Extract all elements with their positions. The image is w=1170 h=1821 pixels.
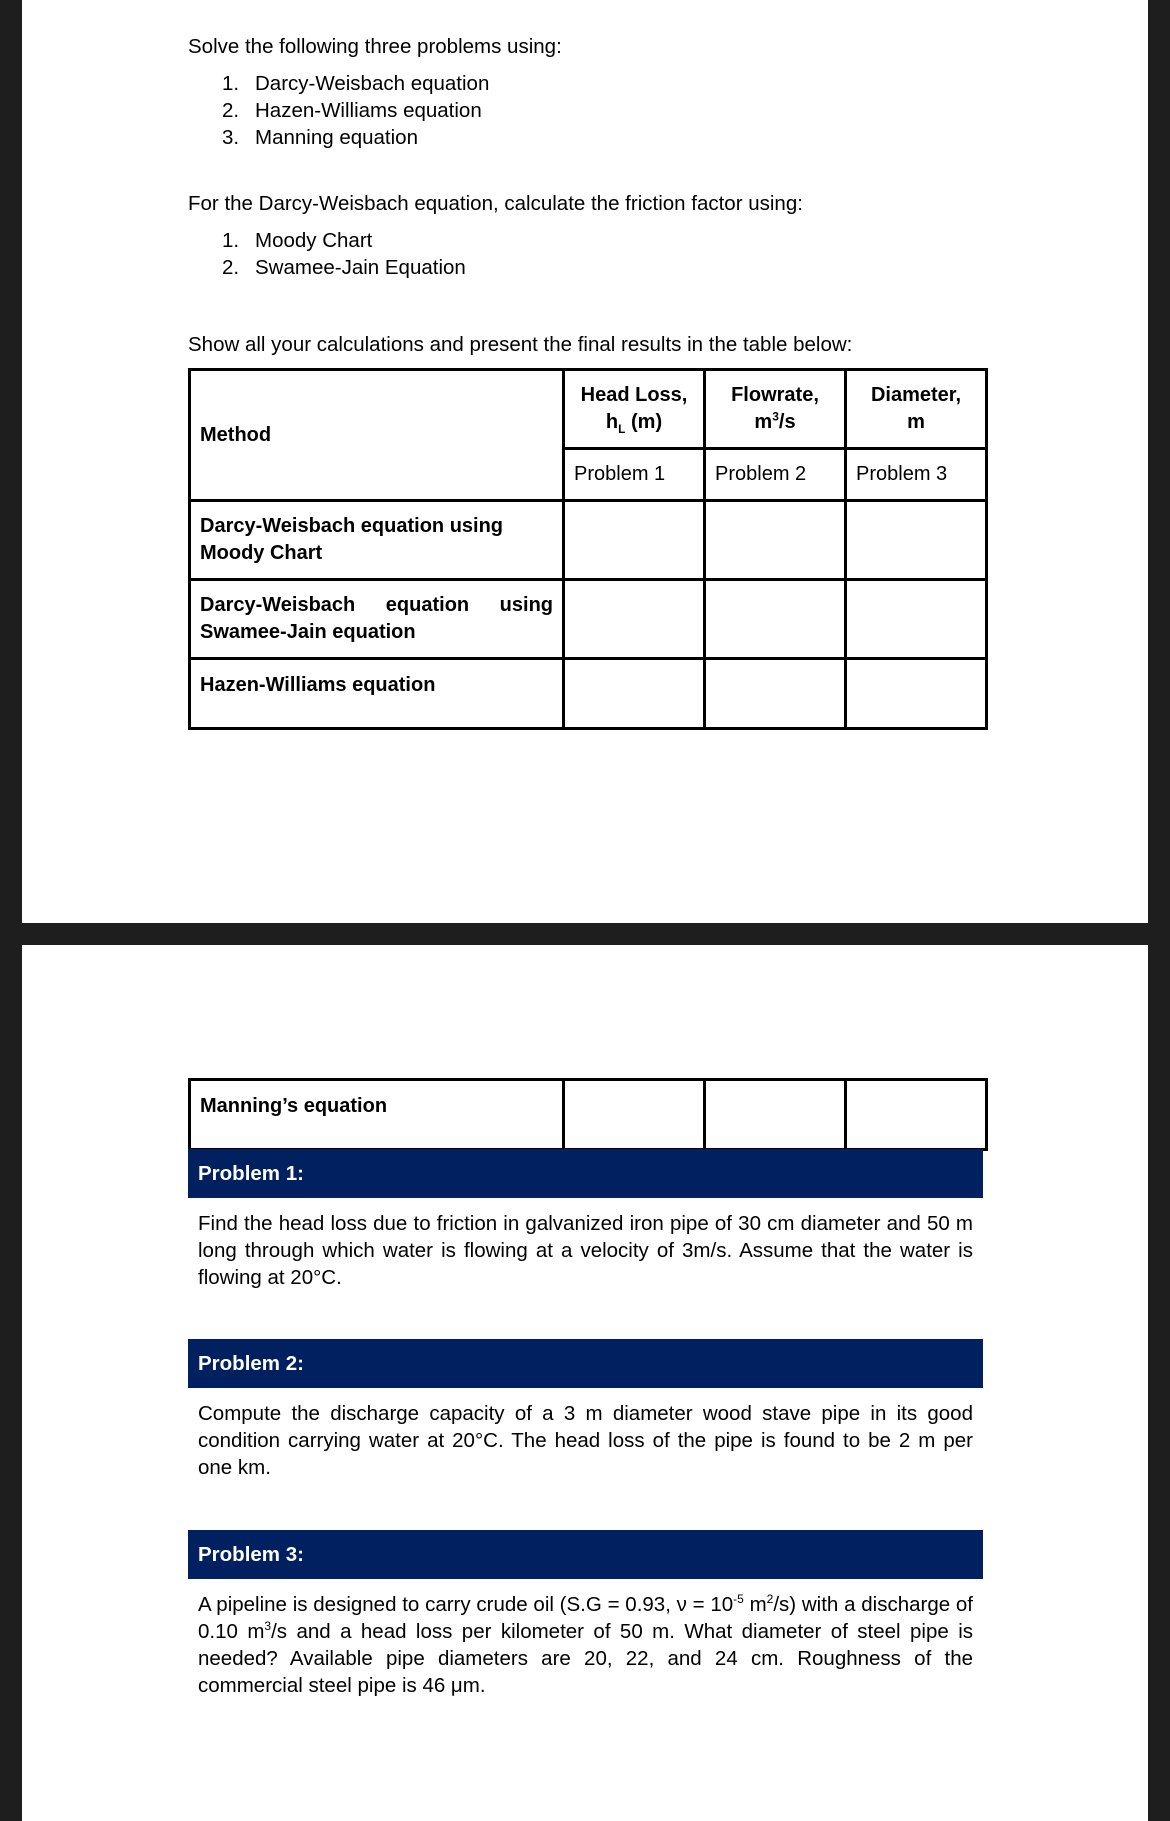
problem-1-text: Find the head loss due to friction in galvanized iron pipe of 30 cm diameter and 50 m long through which water is flowing at a velocity of 3m/s. Assume that the water is flowing at 20°C. (198, 1212, 973, 1289)
result-cell[interactable] (705, 501, 846, 580)
row-label-darcy-swamee: Darcy-Weisbach equation using Swamee-Jain equation (190, 580, 564, 659)
intro-text: Solve the following three problems using: (188, 35, 562, 58)
results-table-continued (188, 1078, 988, 1151)
list-item: 2. Swamee-Jain Equation (222, 256, 466, 279)
document-page-2 (22, 945, 1148, 1821)
flowrate-header: Flowrate, $m^3/s$ (705, 370, 846, 449)
result-cell[interactable] (846, 1080, 987, 1150)
result-cell[interactable] (705, 659, 846, 729)
method-header: Method (190, 370, 564, 501)
row-label-hazen: Hazen-Williams equation (190, 659, 564, 729)
results-table (188, 368, 988, 730)
problem-2-heading: Problem 2: (188, 1339, 983, 1388)
problem-1-heading: Problem 1: (188, 1149, 983, 1198)
result-cell[interactable] (564, 580, 705, 659)
list-item: 1. Moody Chart (222, 229, 373, 252)
result-cell[interactable] (846, 501, 987, 580)
list-item: 1. Darcy-Weisbach equation (222, 72, 490, 95)
list-item: 3. Manning equation (222, 126, 418, 149)
table-intro-text: Show all your calculations and present the final results in the table below: (188, 333, 853, 356)
friction-methods-list (222, 227, 466, 281)
methods-list (222, 70, 489, 151)
friction-intro-text: For the Darcy-Weisbach equation, calculate the friction factor using: (188, 192, 803, 215)
result-cell[interactable] (564, 1080, 705, 1150)
result-cell[interactable] (564, 659, 705, 729)
problem-1-label: Problem 1 (564, 449, 705, 501)
problem-2-text: Compute the discharge capacity of a 3 m diameter wood stave pipe in its good condition carrying water at 20°C. The head loss of the pipe is found to be 2 m per one km. (198, 1402, 973, 1479)
diameter-header: Diameter, m (846, 370, 987, 449)
table-row (190, 659, 987, 729)
row-label-manning: Manning’s equation (190, 1080, 564, 1150)
table-row (190, 580, 987, 659)
result-cell[interactable] (846, 659, 987, 729)
result-cell[interactable] (846, 580, 987, 659)
row-label-darcy-moody: Darcy-Weisbach equation using Moody Chart (190, 501, 564, 580)
problem-3-text: A pipeline is designed to carry crude oil (S.G = 0.93, $\nu = 10^{-5}$ $m^2/s$) with a discharge of 0.10 $m^3/s$ and a head loss per kilometer of 50 m. What diameter of steel pipe is needed? Available pipe diameters are 20, 22, and 24 cm. Roughness of the commercial steel pipe is 46 μm. (198, 1592, 974, 1697)
result-cell[interactable] (564, 501, 705, 580)
problem-3-label: Problem 3 (846, 449, 987, 501)
document-page-1 (22, 0, 1148, 923)
table-row (190, 1080, 987, 1150)
head-loss-header: Head Loss, $h_L$ (m) (564, 370, 705, 449)
problem-3-heading: Problem 3: (188, 1530, 983, 1579)
problem-2-label: Problem 2 (705, 449, 846, 501)
list-item: 2. Hazen-Williams equation (222, 99, 482, 122)
result-cell[interactable] (705, 1080, 846, 1150)
result-cell[interactable] (705, 580, 846, 659)
table-row (190, 501, 987, 580)
